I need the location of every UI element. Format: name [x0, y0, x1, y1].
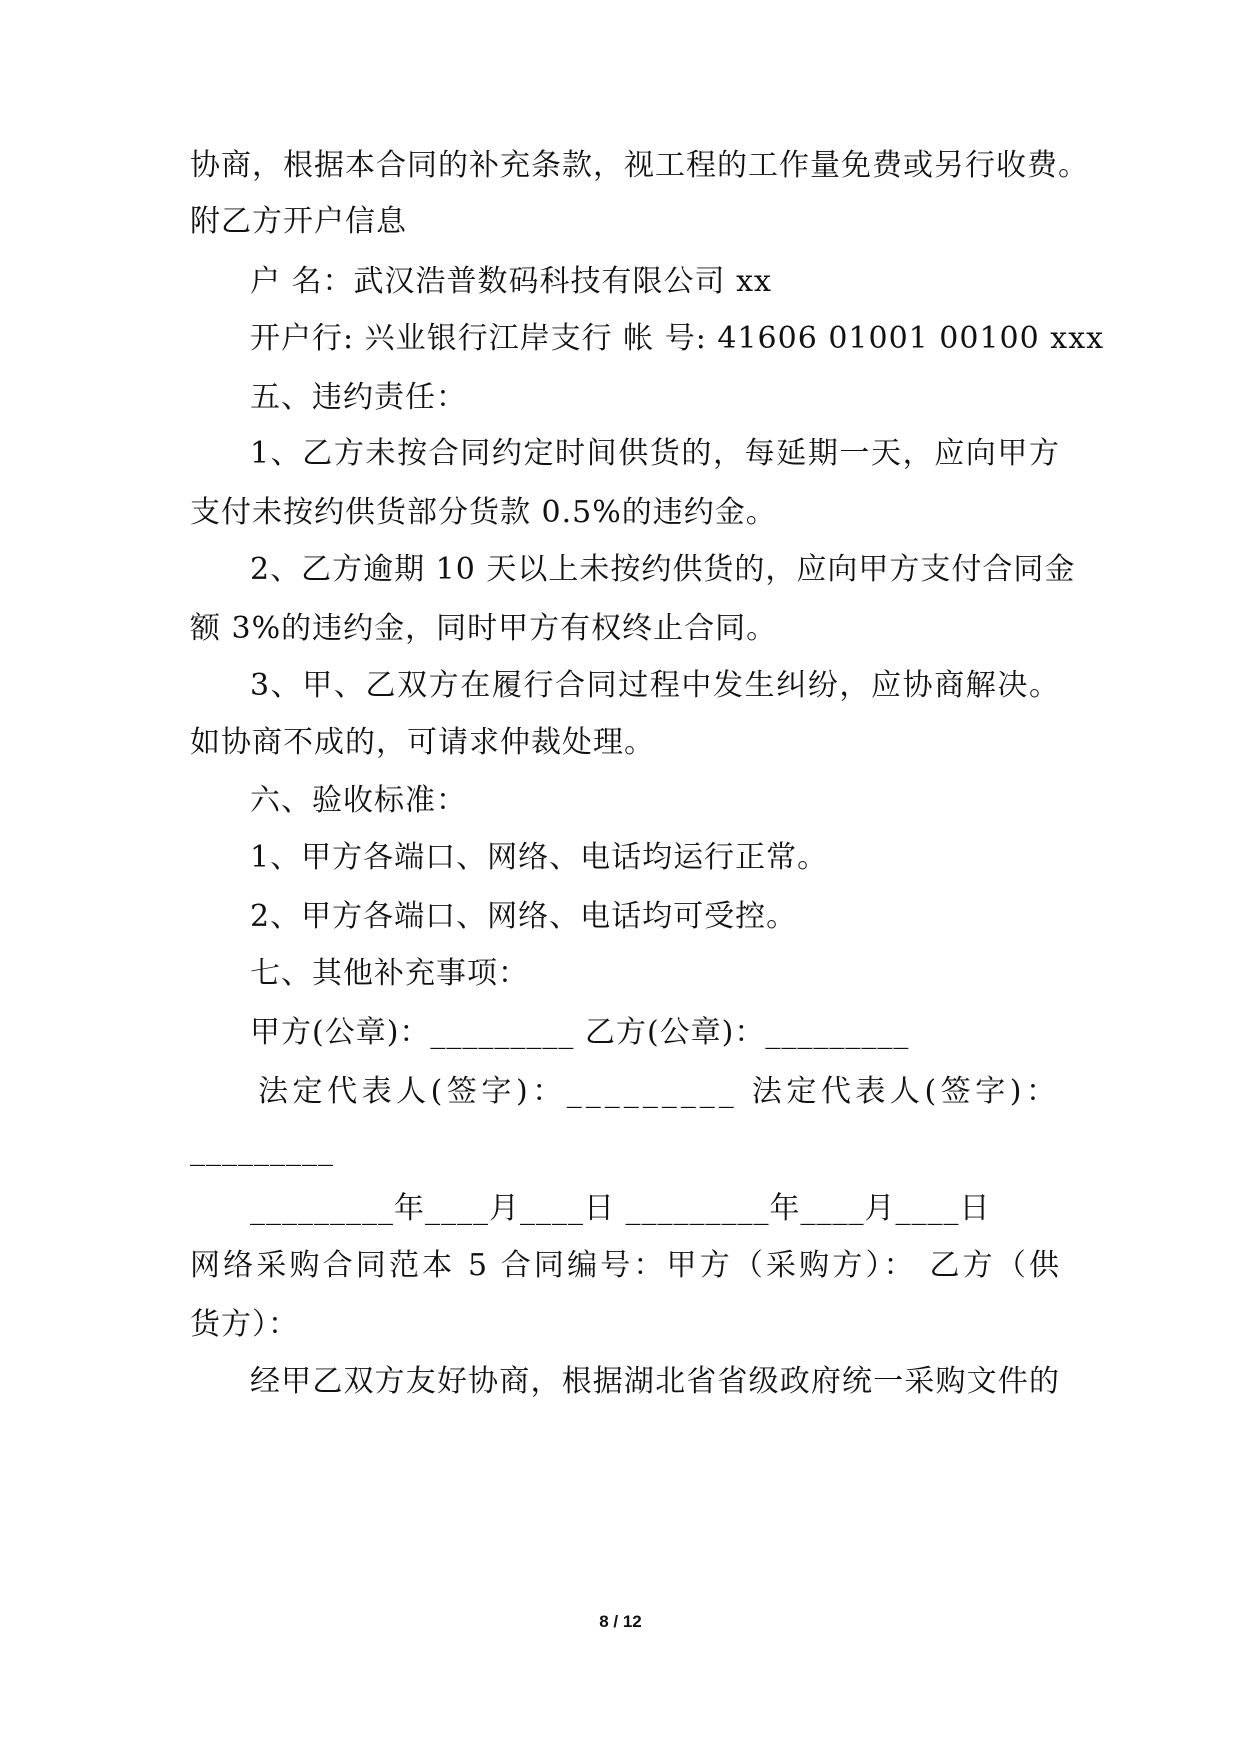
paragraph-line: 3、甲、乙双方在履行合同过程中发生纠纷，应协商解决。: [250, 668, 1060, 703]
paragraph-line: 额 3%的违约金，同时甲方有权终止合同。: [190, 611, 778, 646]
account-name-line: 户 名：武汉浩普数码科技有限公司 xx: [250, 264, 772, 299]
signature-line: 法定代表人(签字)：_________ 法定代表人(签字)：: [258, 1074, 1060, 1109]
date-line: _________年____月____日 _________年____月____日: [250, 1191, 991, 1226]
page-number: 8 / 12: [599, 1612, 642, 1631]
paragraph-line: 协商，根据本合同的补充条款，视工程的工作量免费或另行收费。: [190, 148, 1089, 183]
paragraph-line: 如协商不成的，可请求仲裁处理。: [190, 725, 655, 760]
seal-line: 甲方(公章)：_________ 乙方(公章)：_________: [250, 1015, 910, 1050]
bank-account-line: 开户行: 兴业银行江岸支行 帐 号: 41606 01001 00100 xxx: [250, 321, 1105, 356]
section-heading: 六、验收标准：: [250, 783, 467, 818]
paragraph-line: 2、乙方逾期 10 天以上未按约供货的，应向甲方支付合同金: [250, 552, 1076, 587]
paragraph-line: 附乙方开户信息: [190, 204, 407, 239]
section-heading: 七、其他补充事项：: [250, 956, 529, 991]
paragraph-line: 2、甲方各端口、网络、电话均可受控。: [250, 899, 798, 934]
signature-blank: _________: [190, 1132, 334, 1167]
paragraph-line: 1、甲方各端口、网络、电话均运行正常。: [250, 840, 829, 875]
paragraph-line: 经甲乙双方友好协商，根据湖北省省级政府统一采购文件的: [250, 1364, 1060, 1399]
section-heading: 五、违约责任：: [250, 380, 467, 415]
paragraph-line: 1、乙方未按合同约定时间供货的，每延期一天，应向甲方: [250, 436, 1060, 471]
contract-title-line: 网络采购合同范本 5 合同编号：甲方（采购方）： 乙方（供: [190, 1248, 1060, 1283]
paragraph-line: 支付未按约供货部分货款 0.5%的违约金。: [190, 495, 777, 530]
paragraph-line: 货方）：: [190, 1307, 299, 1342]
